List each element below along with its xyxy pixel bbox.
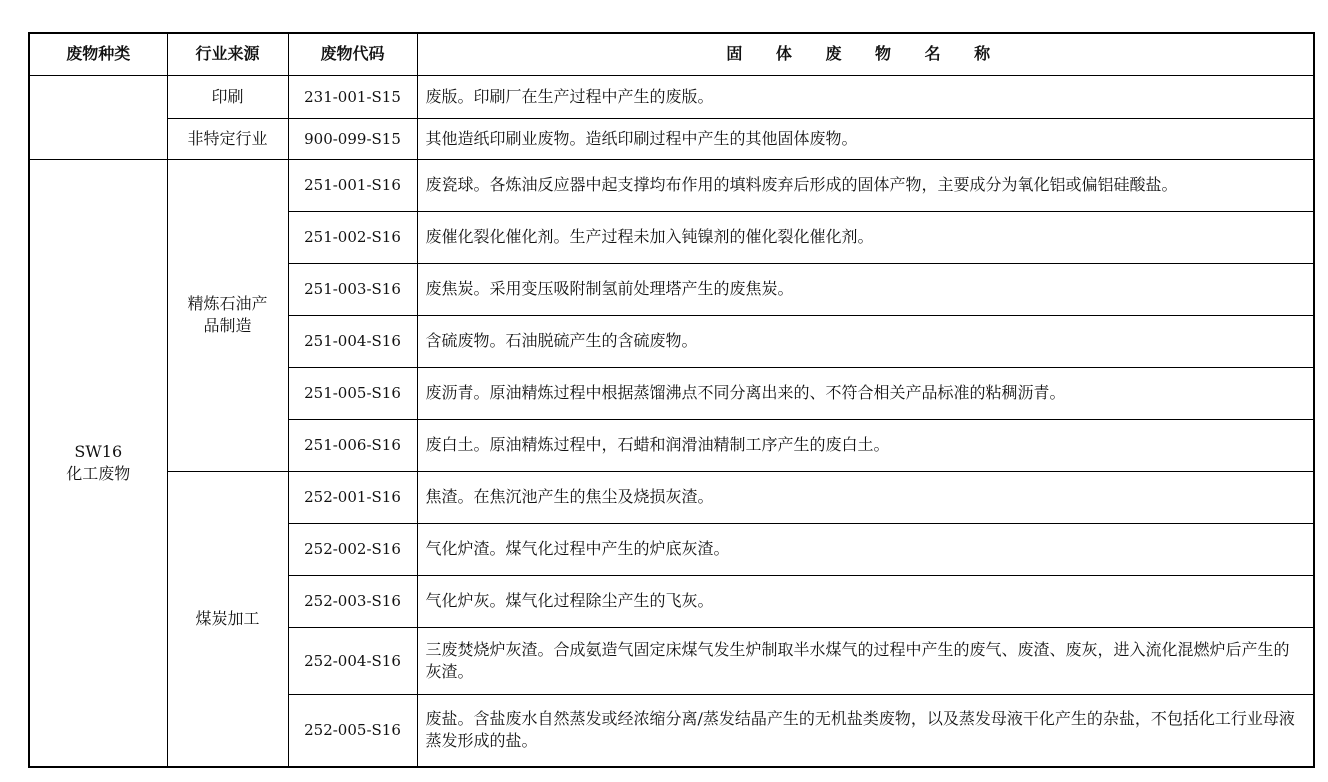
- waste-name-cell: 含硫废物。石油脱硫产生的含硫废物。: [417, 315, 1314, 367]
- industry-source-label: 精炼石油产 品制造: [187, 294, 268, 335]
- industry-source-cell: 非特定行业: [167, 118, 288, 159]
- header-waste-name: 固 体 废 物 名 称: [417, 33, 1314, 75]
- header-waste-code: 废物代码: [288, 33, 417, 75]
- industry-source-cell: 印刷: [167, 75, 288, 118]
- waste-code-cell: 252-005-S16: [288, 694, 417, 767]
- industry-source-cell: 煤炭加工: [167, 471, 288, 767]
- waste-code-cell: 231-001-S15: [288, 75, 417, 118]
- industry-source-cell: [167, 159, 288, 471]
- header-waste-type: 废物种类: [29, 33, 167, 75]
- header-industry-source: 行业来源: [167, 33, 288, 75]
- waste-name-cell: 气化炉灰。煤气化过程除尘产生的飞灰。: [417, 575, 1314, 627]
- table-row: [29, 118, 1314, 159]
- waste-code-cell: 252-004-S16: [288, 627, 417, 694]
- waste-code-cell: 251-006-S16: [288, 419, 417, 471]
- waste-code-cell: 252-001-S16: [288, 471, 417, 523]
- waste-code-cell: 252-002-S16: [288, 523, 417, 575]
- waste-code-cell: 251-001-S16: [288, 159, 417, 211]
- waste-name-cell: 废白土。原油精炼过程中，石蜡和润滑油精制工序产生的废白土。: [417, 419, 1314, 471]
- table-row: [29, 471, 1314, 523]
- waste-name-cell: 气化炉渣。煤气化过程中产生的炉底灰渣。: [417, 523, 1314, 575]
- waste-name-cell: 废沥青。原油精炼过程中根据蒸馏沸点不同分离出来的、不符合相关产品标准的粘稠沥青。: [417, 367, 1314, 419]
- table-row: [29, 75, 1314, 118]
- waste-name-cell: 焦渣。在焦沉池产生的焦尘及烧损灰渣。: [417, 471, 1314, 523]
- waste-type-cell-sw15: [29, 75, 167, 159]
- waste-name-cell: 三废焚烧炉灰渣。合成氨造气固定床煤气发生炉制取半水煤气的过程中产生的废气、废渣、废灰，进入流化混燃炉后产生的灰渣。: [417, 627, 1314, 694]
- waste-catalog-table: [28, 32, 1315, 768]
- table-header-row: [29, 33, 1314, 75]
- waste-name-cell: 其他造纸印刷业废物。造纸印刷过程中产生的其他固体废物。: [417, 118, 1314, 159]
- waste-name-cell: 废版。印刷厂在生产过程中产生的废版。: [417, 75, 1314, 118]
- waste-code-cell: 251-002-S16: [288, 211, 417, 263]
- waste-code-cell: 251-004-S16: [288, 315, 417, 367]
- waste-name-cell: 废瓷球。各炼油反应器中起支撑均布作用的填料废弃后形成的固体产物，主要成分为氧化铝或偏铝硅酸盐。: [417, 159, 1314, 211]
- waste-type-cell-sw16: [29, 159, 167, 767]
- waste-code-cell: 900-099-S15: [288, 118, 417, 159]
- waste-code-cell: 251-003-S16: [288, 263, 417, 315]
- waste-name-cell: 废盐。含盐废水自然蒸发或经浓缩分离/蒸发结晶产生的无机盐类废物，以及蒸发母液干化产生的杂盐，不包括化工行业母液蒸发形成的盐。: [417, 694, 1314, 767]
- waste-name-cell: 废焦炭。采用变压吸附制氢前处理塔产生的废焦炭。: [417, 263, 1314, 315]
- waste-name-cell: 废催化裂化催化剂。生产过程未加入钝镍剂的催化裂化催化剂。: [417, 211, 1314, 263]
- table-row: [29, 159, 1314, 211]
- waste-code-cell: 252-003-S16: [288, 575, 417, 627]
- waste-type-label: SW16 化工废物: [66, 441, 131, 483]
- waste-code-cell: 251-005-S16: [288, 367, 417, 419]
